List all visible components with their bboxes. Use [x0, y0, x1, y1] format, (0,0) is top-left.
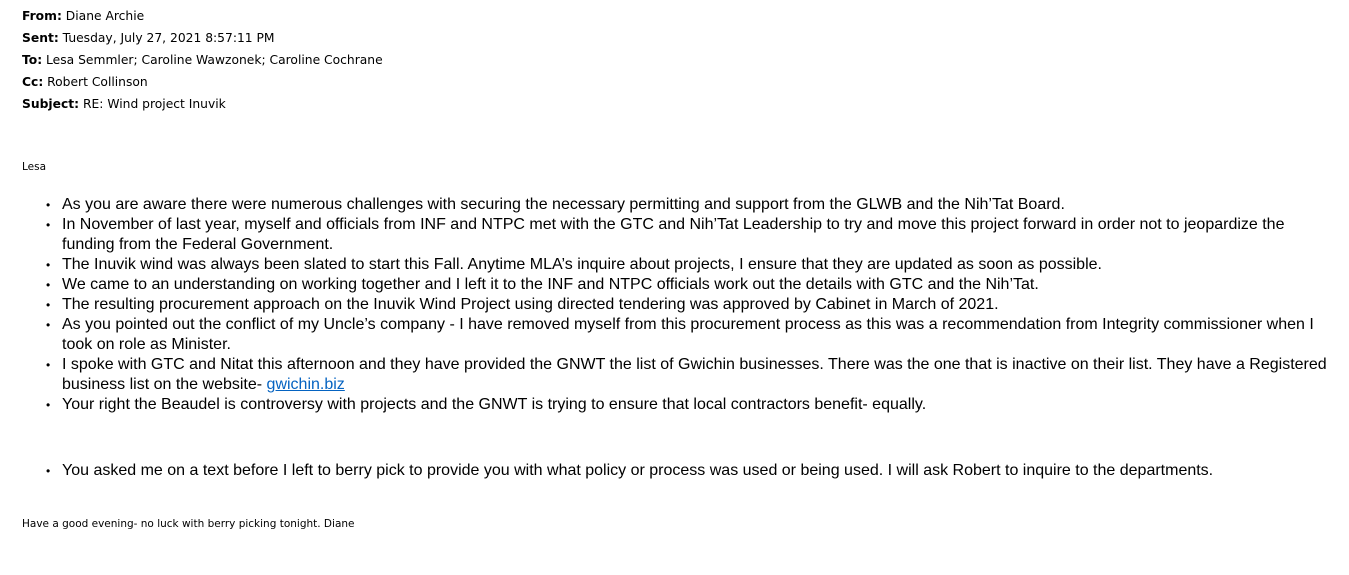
sent-row	[22, 27, 383, 49]
list-item-text: As you pointed out the conflict of my Uncle’s company - I have removed myself from this procurement process as this was a recommendation from Integrity commissioner when I took on role as Minister.	[62, 316, 1314, 353]
list-item-text: The Inuvik wind was always been slated to start this Fall. Anytime MLA’s inquire about projects, I ensure that they are updated as soon as possible.	[62, 256, 1102, 273]
to-label: To:	[22, 53, 43, 67]
bullet-icon: •	[46, 258, 51, 272]
from-row	[22, 5, 383, 27]
list-item	[44, 461, 1334, 481]
list-item-text: We came to an understanding on working together and I left it to the INF and NTPC officials work out the details with GTC and the Nih’Tat.	[62, 276, 1039, 293]
bullet-icon: •	[46, 318, 51, 332]
from-label: From:	[22, 9, 62, 23]
cc-label: Cc:	[22, 75, 44, 89]
list-item	[44, 215, 1334, 255]
list-item	[44, 255, 1334, 275]
message-bullet-list	[44, 195, 1334, 481]
list-item	[44, 195, 1334, 215]
list-item-text: Your right the Beaudel is controversy with projects and the GNWT is trying to ensure that local contractors benefit- equally.	[62, 396, 927, 413]
bullet-icon: •	[46, 218, 51, 232]
list-item	[44, 315, 1334, 355]
email-header	[22, 5, 383, 115]
list-item	[44, 295, 1334, 315]
subject-row	[22, 93, 383, 115]
subject-label: Subject:	[22, 97, 80, 111]
signoff: Have a good evening- no luck with berry picking tonight. Diane	[22, 518, 355, 530]
bullet-icon: •	[46, 298, 51, 312]
list-item-text: You asked me on a text before I left to berry pick to provide you with what policy or process was used or being used. I will ask Robert to inquire to the departments.	[62, 462, 1214, 479]
cc-row	[22, 71, 383, 93]
bullet-icon: •	[46, 464, 51, 478]
bullet-icon: •	[46, 398, 51, 412]
list-item-gwichin	[44, 355, 1334, 395]
list-item	[44, 395, 1334, 415]
blank-spacer	[44, 415, 1334, 461]
list-item-text: I spoke with GTC and Nitat this afternoon and they have provided the GNWT the list of Gwichin businesses. There was the one that is inactive on their list. They have a Registered business list on the website-	[62, 356, 1327, 393]
subject-value: RE: Wind project Inuvik	[82, 97, 226, 111]
from-value: Diane Archie	[65, 9, 145, 23]
gwichin-biz-link[interactable]: gwichin.biz	[266, 376, 345, 393]
cc-value: Robert Collinson	[47, 75, 148, 89]
list-item-text: The resulting procurement approach on the Inuvik Wind Project using directed tendering was approved by Cabinet in March of 2021.	[62, 296, 999, 313]
bullet-icon: •	[46, 198, 51, 212]
sent-label: Sent:	[22, 31, 59, 45]
to-row	[22, 49, 383, 71]
bullet-icon: •	[46, 278, 51, 292]
bullet-icon: •	[46, 358, 51, 372]
list-item-text: As you are aware there were numerous challenges with securing the necessary permitting and support from the GLWB and the Nih’Tat Board.	[62, 196, 1065, 213]
to-value: Lesa Semmler; Caroline Wawzonek; Caroline Cochrane	[46, 53, 383, 67]
greeting: Lesa	[22, 161, 47, 173]
list-item	[44, 275, 1334, 295]
sent-value: Tuesday, July 27, 2021 8:57:11 PM	[62, 31, 275, 45]
list-item-text: In November of last year, myself and officials from INF and NTPC met with the GTC and Nih’Tat Leadership to try and move this project forward in order not to jeopardize the funding from the Federal Government.	[62, 216, 1285, 253]
